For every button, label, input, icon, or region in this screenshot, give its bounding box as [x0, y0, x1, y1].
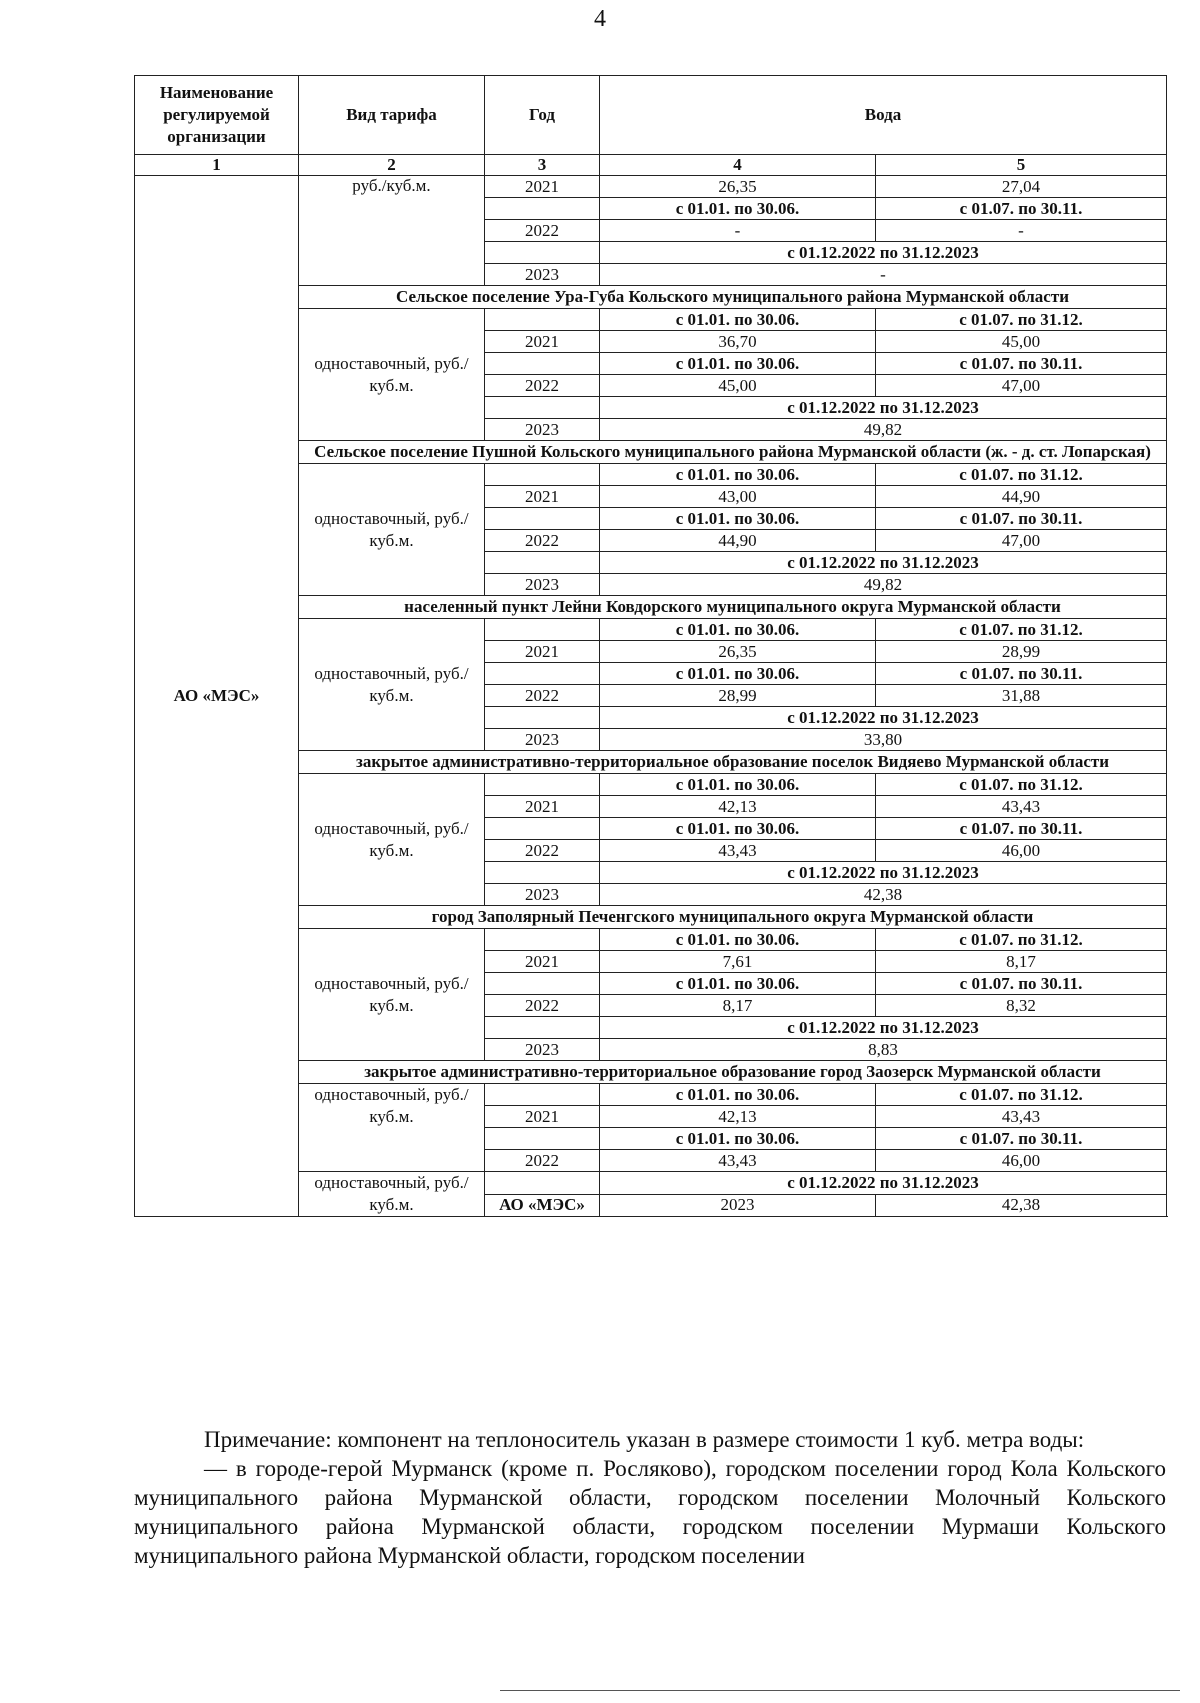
value-cell: 42,13 — [600, 796, 876, 818]
period-cell: с 01.07. по 30.11. — [876, 508, 1167, 530]
value-cell: 42,38 — [600, 884, 1167, 906]
value-cell: 47,00 — [876, 375, 1167, 397]
value-cell: 26,35 — [600, 641, 876, 663]
value-cell: 42,13 — [600, 1106, 876, 1128]
value-cell: 43,00 — [600, 486, 876, 508]
period-cell: с 01.07. по 30.11. — [876, 663, 1167, 685]
value-cell: 44,90 — [876, 486, 1167, 508]
year-cell-empty — [485, 707, 600, 729]
page-number: 4 — [594, 6, 606, 32]
value-cell: 46,00 — [876, 840, 1167, 862]
year-cell: 2022 — [485, 840, 600, 862]
year-cell-empty — [485, 353, 600, 375]
tariff-type-cell: одноставочный, руб./куб.м. — [299, 1084, 485, 1172]
tariff-unit: руб./куб.м. — [299, 176, 485, 286]
year-cell: 2021 — [485, 176, 600, 198]
value-cell: 45,00 — [600, 375, 876, 397]
period-cell: с 01.07. по 31.12. — [876, 619, 1167, 641]
col-number: 1 — [135, 155, 299, 176]
note-line-2: — в городе-герой Мурманск (кроме п. Росляково), городском поселении город Кола Кольского муниципального района Мурманской области, городском поселении Молочный Кольского муниципального района Мурманской области, городском поселении Мурмаши Кольского муниципального района Мурманской области, городском поселении — [134, 1456, 1166, 1568]
period-cell: с 01.12.2022 по 31.12.2023 — [600, 552, 1167, 574]
value-cell: 47,00 — [876, 530, 1167, 552]
value-cell: 46,00 — [876, 1150, 1167, 1172]
year-cell: 2021 — [485, 951, 600, 973]
year-cell-empty — [485, 508, 600, 530]
value-cell: 28,99 — [876, 641, 1167, 663]
value-cell: 27,04 — [876, 176, 1167, 198]
value-cell: 8,83 — [600, 1039, 1167, 1061]
tariff-type-cell: одноставочный, руб./куб.м. — [299, 774, 485, 906]
year-cell: 2022 — [485, 375, 600, 397]
period-cell: с 01.01. по 30.06. — [600, 464, 876, 486]
period-cell: с 01.01. по 30.06. — [600, 663, 876, 685]
value-cell: - — [876, 220, 1167, 242]
year-cell: 2023 — [485, 419, 600, 441]
period-cell: с 01.01. по 30.06. — [600, 309, 876, 331]
year-cell-empty — [485, 1128, 600, 1150]
value-cell: 49,82 — [600, 419, 1167, 441]
value-cell: 8,17 — [876, 951, 1167, 973]
tariff-type-cell: одноставочный, руб./куб.м. — [299, 464, 485, 596]
tariff-type-cell: одноставочный, руб./куб.м. — [299, 1172, 485, 1217]
period-cell: с 01.01. по 30.06. — [600, 353, 876, 375]
header-year: Год — [485, 76, 600, 155]
org-name-bottom: АО «МЭС» — [485, 1194, 600, 1217]
note — [134, 1425, 1166, 1570]
value-cell: 44,90 — [600, 530, 876, 552]
year-cell: 2022 — [485, 685, 600, 707]
tariff-type-cell: одноставочный, руб./куб.м. — [299, 619, 485, 751]
period-cell: с 01.01. по 30.06. — [600, 1128, 876, 1150]
year-cell: 2023 — [485, 264, 600, 286]
year-cell: 2021 — [485, 486, 600, 508]
period-cell: с 01.01. по 30.06. — [600, 973, 876, 995]
year-cell: 2023 — [600, 1194, 876, 1217]
section-title: Сельское поселение Ура-Губа Кольского муниципального района Мурманской области — [299, 286, 1167, 309]
header-water: Вода — [600, 76, 1167, 155]
period-cell: с 01.01. по 30.06. — [600, 929, 876, 951]
value-cell: - — [600, 264, 1167, 286]
col-number: 4 — [600, 155, 876, 176]
period-cell: с 01.07. по 30.11. — [876, 973, 1167, 995]
value-cell: 43,43 — [876, 796, 1167, 818]
value-cell: 28,99 — [600, 685, 876, 707]
year-cell-empty — [485, 774, 600, 796]
section-title: город Заполярный Печенгского муниципального округа Мурманской области — [299, 906, 1167, 929]
value-cell: 45,00 — [876, 331, 1167, 353]
year-cell: 2023 — [485, 1039, 600, 1061]
year-cell-empty — [485, 862, 600, 884]
value-cell: 33,80 — [600, 729, 1167, 751]
period-cell: с 01.07. по 31.12. — [876, 464, 1167, 486]
column-number-row — [135, 155, 1167, 176]
year-cell: 2022 — [485, 995, 600, 1017]
year-cell: 2022 — [485, 1150, 600, 1172]
period-cell: с 01.07. по 31.12. — [876, 774, 1167, 796]
col-number: 3 — [485, 155, 600, 176]
year-cell-empty — [485, 397, 600, 419]
bottom-divider — [500, 1690, 1180, 1691]
period-cell: с 01.07. по 31.12. — [876, 309, 1167, 331]
period-cell: с 01.01. по 30.06. — [600, 198, 876, 220]
period-cell: с 01.12.2022 по 31.12.2023 — [600, 397, 1167, 419]
period-cell: с 01.01. по 30.06. — [600, 774, 876, 796]
year-cell: 2021 — [485, 331, 600, 353]
header-tariff-type: Вид тарифа — [299, 76, 485, 155]
year-cell-empty — [485, 818, 600, 840]
year-cell: 2022 — [485, 220, 600, 242]
period-cell: с 01.12.2022 по 31.12.2023 — [600, 862, 1167, 884]
value-cell: 49,82 — [600, 574, 1167, 596]
value-cell: 42,38 — [876, 1194, 1167, 1217]
period-cell: с 01.07. по 30.11. — [876, 353, 1167, 375]
year-cell: 2023 — [485, 729, 600, 751]
period-cell: с 01.01. по 30.06. — [600, 508, 876, 530]
value-cell: 8,32 — [876, 995, 1167, 1017]
org-name: АО «МЭС» — [135, 176, 299, 1217]
year-cell-empty — [485, 552, 600, 574]
section-title: населенный пункт Лейни Ковдорского муниципального округа Мурманской области — [299, 596, 1167, 619]
col-number: 2 — [299, 155, 485, 176]
value-cell: 7,61 — [600, 951, 876, 973]
year-cell-empty — [485, 1017, 600, 1039]
section-title: закрытое административно-территориальное образование поселок Видяево Мурманской области — [299, 751, 1167, 774]
section-title: Сельское поселение Пушной Кольского муниципального района Мурманской области (ж. - д. ст. Лопарская) — [299, 441, 1167, 464]
period-cell: с 01.07. по 31.12. — [876, 929, 1167, 951]
period-cell: с 01.12.2022 по 31.12.2023 — [600, 242, 1167, 264]
table-row — [135, 176, 1167, 198]
period-cell: с 01.12.2022 по 31.12.2023 — [600, 1172, 1167, 1195]
year-cell-empty — [485, 619, 600, 641]
section-title: закрытое административно-территориальное образование город Заозерск Мурманской области — [299, 1061, 1167, 1084]
year-cell: 2023 — [485, 574, 600, 596]
year-cell-empty — [485, 663, 600, 685]
tariff-type-cell: одноставочный, руб./куб.м. — [299, 309, 485, 441]
period-cell: с 01.07. по 31.12. — [876, 1084, 1167, 1106]
value-cell: 36,70 — [600, 331, 876, 353]
value-cell: 43,43 — [600, 840, 876, 862]
period-cell: с 01.12.2022 по 31.12.2023 — [600, 707, 1167, 729]
period-cell: с 01.01. по 30.06. — [600, 818, 876, 840]
col-number: 5 — [876, 155, 1167, 176]
value-cell: 8,17 — [600, 995, 876, 1017]
note-line-1: Примечание: компонент на теплоноситель указан в размере стоимости 1 куб. метра воды: — [204, 1427, 1085, 1452]
period-cell: с 01.07. по 30.11. — [876, 1128, 1167, 1150]
period-cell: с 01.07. по 30.11. — [876, 198, 1167, 220]
year-cell: 2023 — [485, 884, 600, 906]
value-cell: 43,43 — [876, 1106, 1167, 1128]
header-org: Наименование регулируемой организации — [135, 76, 299, 155]
year-cell: 2021 — [485, 1106, 600, 1128]
period-cell: с 01.07. по 30.11. — [876, 818, 1167, 840]
year-cell: 2022 — [485, 530, 600, 552]
year-cell-empty — [485, 1172, 600, 1195]
value-cell: 26,35 — [600, 176, 876, 198]
year-cell-empty — [485, 242, 600, 264]
period-cell: с 01.12.2022 по 31.12.2023 — [600, 1017, 1167, 1039]
year-cell-empty — [485, 464, 600, 486]
year-cell-empty — [485, 1084, 600, 1106]
year-cell-empty — [485, 309, 600, 331]
tariff-table — [134, 75, 1167, 1217]
year-cell: 2021 — [485, 796, 600, 818]
tariff-type-cell: одноставочный, руб./куб.м. — [299, 929, 485, 1061]
value-cell: 31,88 — [876, 685, 1167, 707]
value-cell: 43,43 — [600, 1150, 876, 1172]
year-cell-empty — [485, 973, 600, 995]
value-cell: - — [600, 220, 876, 242]
period-cell: с 01.01. по 30.06. — [600, 1084, 876, 1106]
year-cell: 2021 — [485, 641, 600, 663]
period-cell: с 01.01. по 30.06. — [600, 619, 876, 641]
year-cell-empty — [485, 929, 600, 951]
header-row — [135, 76, 1167, 155]
year-cell-empty — [485, 198, 600, 220]
